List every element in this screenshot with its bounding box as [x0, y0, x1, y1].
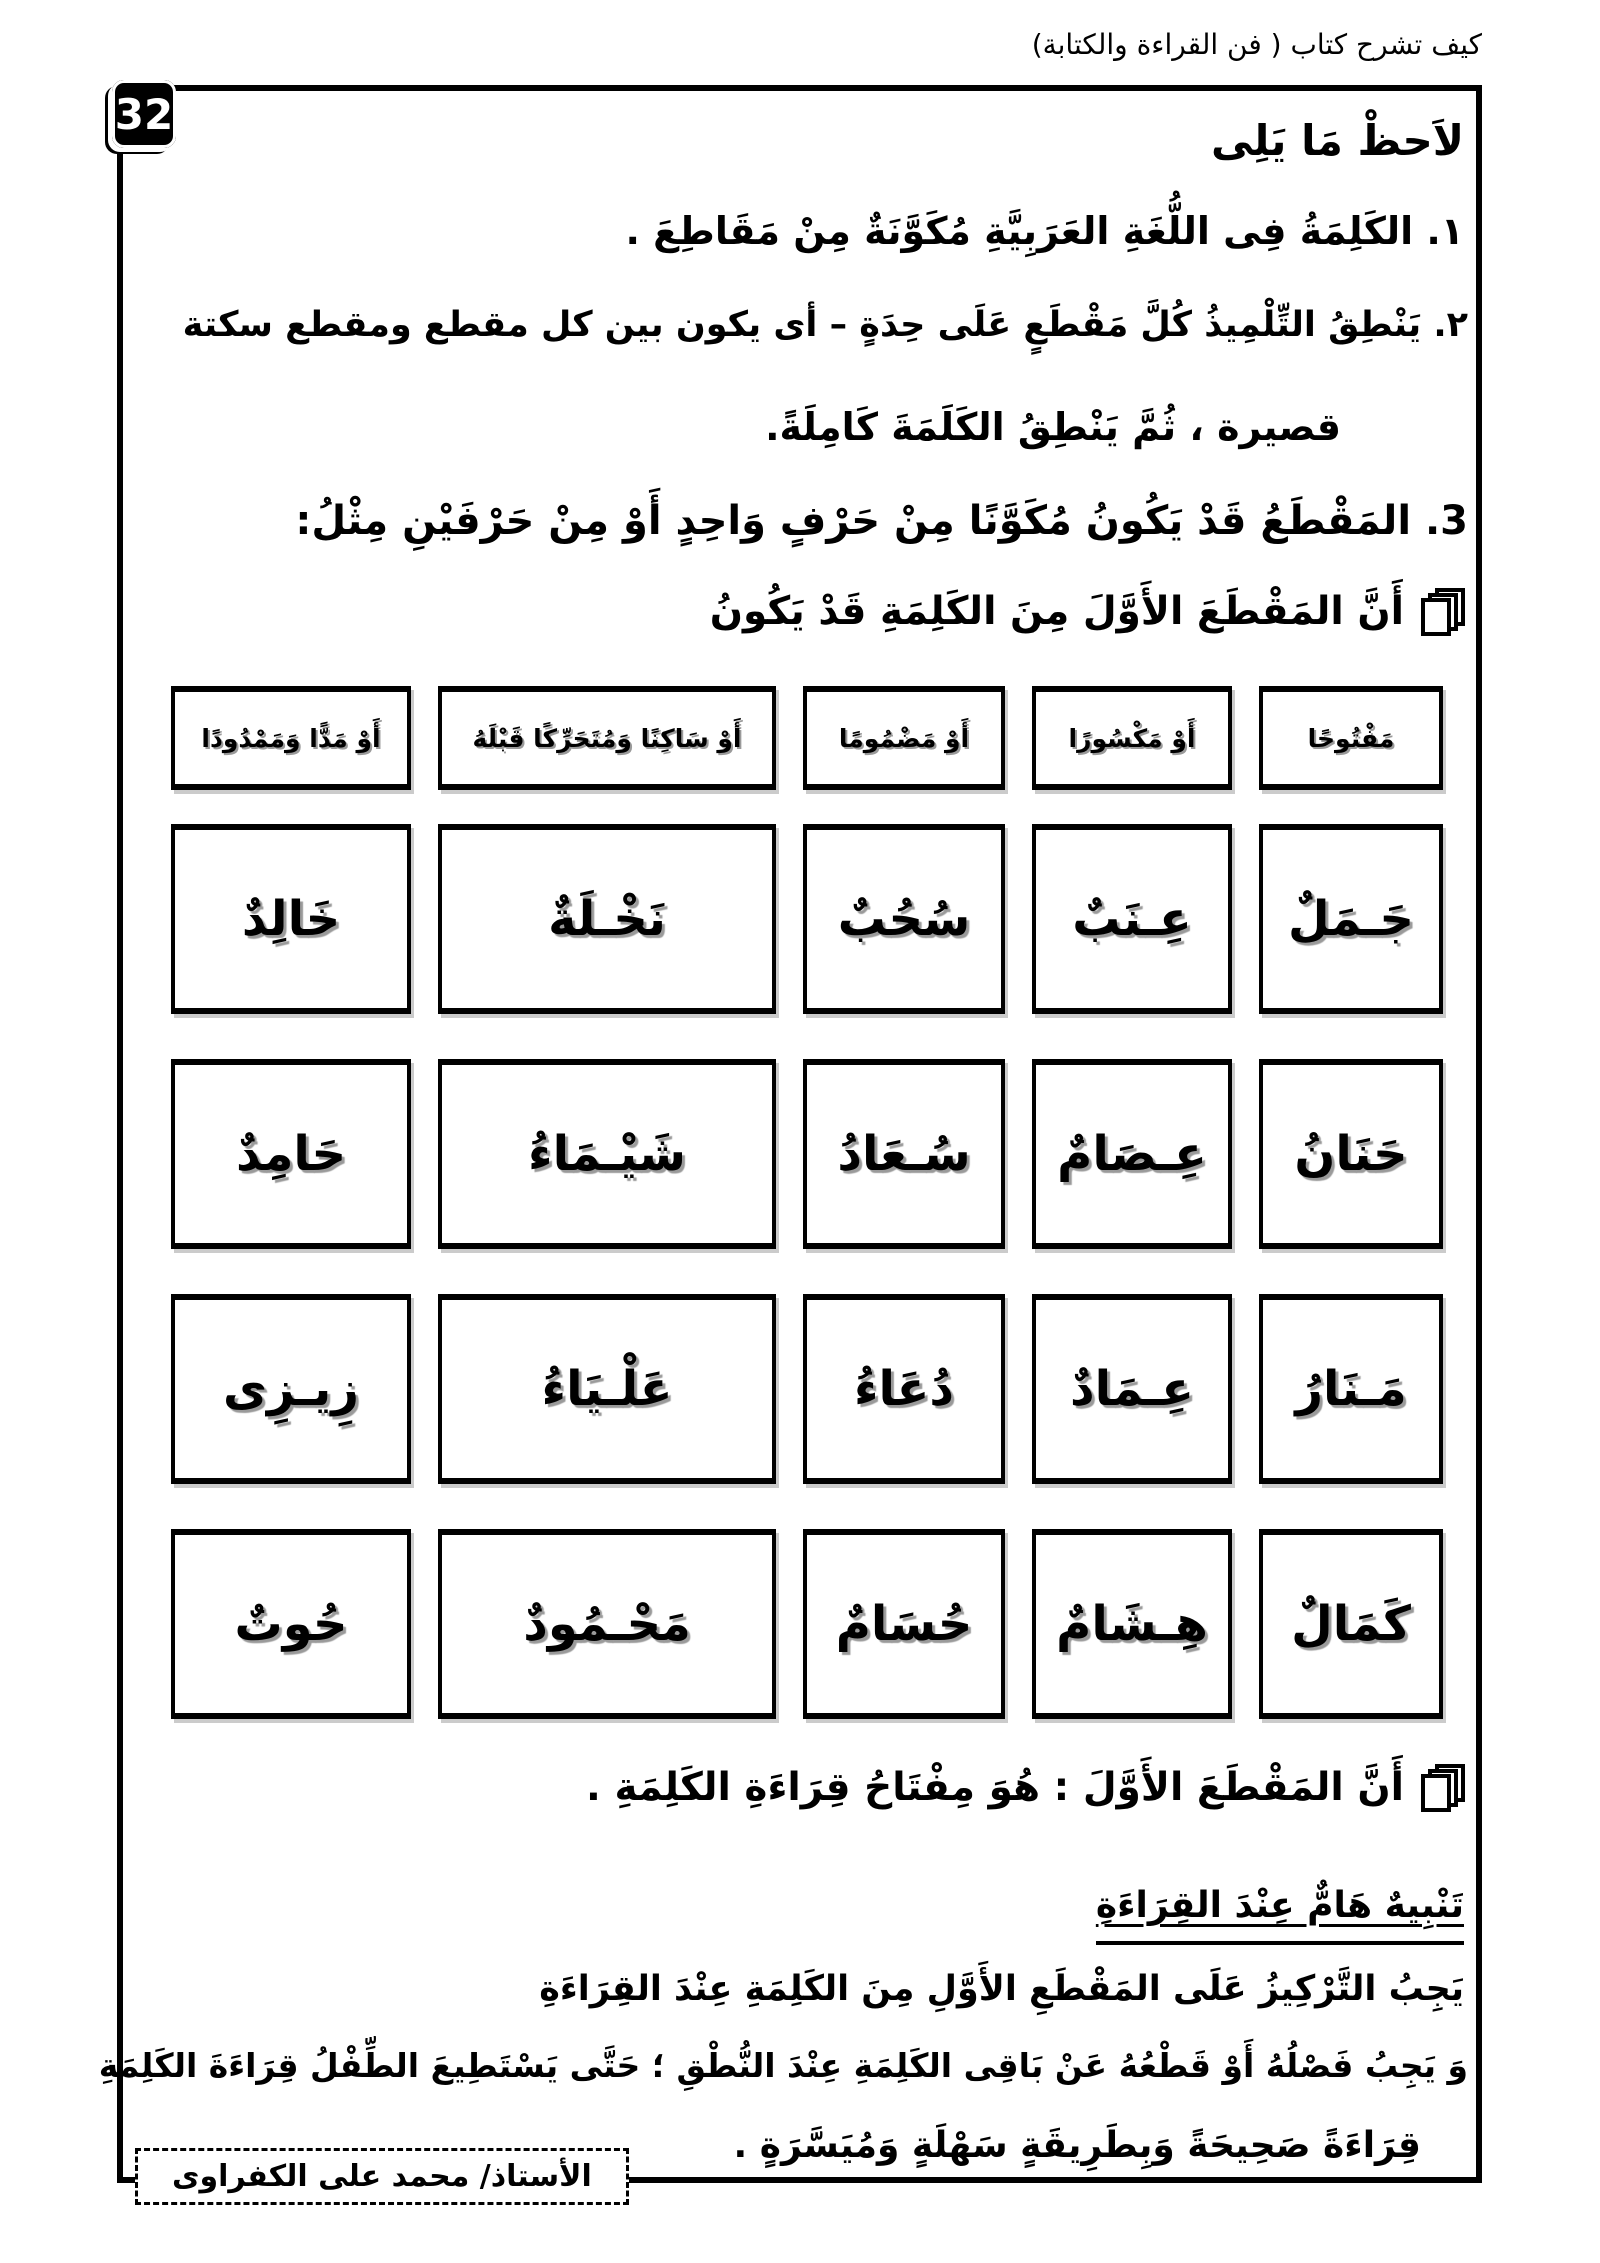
word-cell: كَمَالٌ: [1259, 1529, 1443, 1719]
word-cell: حَامِدٌ: [171, 1059, 411, 1249]
stacked-pages-icon: [1420, 1763, 1466, 1813]
table-column-sakinan: [438, 686, 776, 1719]
stacked-pages-icon: [1420, 587, 1466, 637]
word-cell: حُوتٌ: [171, 1529, 411, 1719]
word-cell: عِـمَادٌ: [1032, 1294, 1232, 1484]
word-cell: نَخْـلَةٌ: [438, 824, 776, 1014]
word-cell: شَيْـمَاءُ: [438, 1059, 776, 1249]
column-header-cell: أَوْ مَضْمُومًا: [803, 686, 1005, 790]
word-cell: جَـمَلٌ: [1259, 824, 1443, 1014]
table-column-maddan: [171, 686, 411, 1719]
word-cell: مَـنَارُ: [1259, 1294, 1443, 1484]
content-frame: [98, 85, 1482, 2183]
author-footer: الأستاذ/ محمد على الكفراوى: [135, 2148, 629, 2205]
bullet-intro-text: أَنَّ المَقْطَعَ الأَوَّلَ مِنَ الكَلِمَةِ قَدْ يَكُونُ: [709, 589, 1404, 634]
bullet-intro-row: [710, 583, 1466, 642]
column-header-cell: أَوْ سَاكِنًا وَمُتَحَرِّكًا قَبْلَهُ: [438, 686, 776, 790]
page-number-badge: 32: [112, 80, 176, 148]
word-cell: عِـنَبٌ: [1032, 824, 1232, 1014]
word-cell: خَالِدٌ: [171, 824, 411, 1014]
word-cell: زِيـزِى: [171, 1294, 411, 1484]
table-column-maftouhan: [1259, 686, 1443, 1719]
point-2-continuation: قصيرة ، ثُمَّ يَنْطِقُ الكَلَمَةَ كَامِلَةً.: [765, 405, 1341, 449]
running-header: كيف تشرح كتاب ( فن القراءة والكتابة): [1031, 28, 1482, 61]
word-cell: هِـشَامٌ: [1032, 1529, 1232, 1719]
notice-line-1: يَجِبُ التَّرْكِيزُ عَلَى المَقْطَعِ الأَوَّلِ مِنَ الكَلِمَةِ عِنْدَ القِرَاءَةِ: [539, 1969, 1464, 2009]
bullet-key-row: [586, 1759, 1466, 1818]
column-header-cell: مَفْتُوحًا: [1259, 686, 1443, 790]
word-cell: سُحُبٌ: [803, 824, 1005, 1014]
table-column-maksouran: [1032, 686, 1232, 1719]
column-header-cell: أَوْ مَكْسُورًا: [1032, 686, 1232, 790]
word-cell: مَحْـمُودٌ: [438, 1529, 776, 1719]
bullet-key-text: أَنَّ المَقْطَعَ الأَوَّلَ : هُوَ مِفْتَاحُ قِرَاءَةِ الكَلِمَةِ .: [586, 1765, 1404, 1810]
word-cell: سُـعَادُ: [803, 1059, 1005, 1249]
table-column-madmouman: [803, 686, 1005, 1719]
word-cell: حَنَانُ: [1259, 1059, 1443, 1249]
word-cell: عِـصَامٌ: [1032, 1059, 1232, 1249]
column-header-cell: أَوْ مَدًّا وَمَمْدُودًا: [171, 686, 411, 790]
point-3: 3. المَقْطَعُ قَدْ يَكُونُ مُكَوَّنًا مِنْ حَرْفٍ وَاحِدٍ أَوْ مِنْ حَرْفَيْنِ مِثْلُ:: [295, 498, 1468, 544]
word-cell: عَلْـيَاءُ: [438, 1294, 776, 1484]
notice-heading: تَنْبِيهٌ هَامٌّ عِنْدَ القِرَاءَةِ: [1096, 1879, 1464, 1945]
syllable-table: [171, 686, 1443, 1719]
page-title: لاَحظْ مَا يَلِى: [1211, 116, 1464, 165]
point-1: ١. الكَلِمَةُ فِى اللُّغَةِ العَرَبِيَّةِ مُكَوَّنَةٌ مِنْ مَقَاطِعَ .: [625, 209, 1464, 253]
point-2: ٢. يَنْطِقُ التِّلْمِيذُ كُلَّ مَقْطَعٍ عَلَى حِدَةٍ – أى يكون بين كل مقطع ومقطع سكتة: [182, 305, 1468, 345]
word-cell: حُسَامٌ: [803, 1529, 1005, 1719]
notice-line-2: وَ يَجِبُ فَصْلُهُ أَوْ قَطْعُهُ عَنْ بَاقِى الكَلِمَةِ عِنْدَ النُّطْقِ ؛ حَتَّى يَسْتَطِيعَ الطِّفْلُ قِرَاءَةَ الكَلِمَةِ: [98, 2046, 1468, 2085]
notice-line-3: قِرَاءَةً صَحِيحَةً وَبِطَرِيقَةٍ سَهْلَةٍ وَمُيَسَّرَةٍ .: [733, 2125, 1421, 2166]
word-cell: دُعَاءُ: [803, 1294, 1005, 1484]
